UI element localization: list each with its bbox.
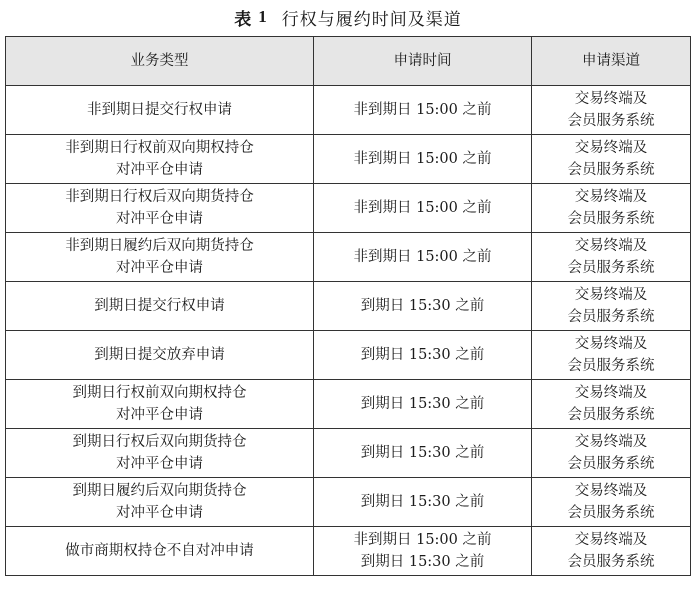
apply-time-cell xyxy=(314,331,532,380)
header-apply-time: 申请时间 xyxy=(314,37,532,86)
cell-line: 到期日提交行权申请 xyxy=(94,298,225,314)
table-caption xyxy=(0,0,696,34)
apply-time-cell xyxy=(314,380,532,429)
apply-time-cell xyxy=(314,86,532,135)
apply-channel-cell xyxy=(532,527,691,576)
cell-line: 交易终端及 xyxy=(574,189,648,205)
apply-channel-cell xyxy=(532,282,691,331)
time-channel-table xyxy=(5,36,691,576)
cell-line: 非到期日 15:00 之前 xyxy=(353,249,492,265)
business-type-cell xyxy=(6,380,314,429)
cell-line: 非到期日 15:00 之前 xyxy=(353,200,492,216)
cell-line: 交易终端及 xyxy=(574,385,648,401)
table-row xyxy=(6,380,691,429)
cell-line: 非到期日行权后双向期货持仓 xyxy=(65,189,254,205)
apply-time-cell xyxy=(314,527,532,576)
apply-time-cell xyxy=(314,135,532,184)
business-type-cell xyxy=(6,331,314,380)
cell-line: 对冲平仓申请 xyxy=(116,456,203,472)
business-type-cell xyxy=(6,478,314,527)
caption-text: 行权与履约时间及渠道 xyxy=(281,9,462,30)
cell-line: 交易终端及 xyxy=(574,336,648,352)
cell-line: 会员服务系统 xyxy=(567,456,655,472)
cell-line: 到期日 15:30 之前 xyxy=(360,494,485,510)
cell-line: 到期日 15:30 之前 xyxy=(360,554,485,570)
cell-line: 会员服务系统 xyxy=(567,211,655,227)
cell-line: 非到期日提交行权申请 xyxy=(87,102,232,118)
cell-line: 做市商期权持仓不自对冲申请 xyxy=(65,543,254,559)
business-type-cell xyxy=(6,282,314,331)
cell-line: 会员服务系统 xyxy=(567,162,655,178)
business-type-cell xyxy=(6,429,314,478)
cell-line: 交易终端及 xyxy=(574,287,648,303)
cell-line: 会员服务系统 xyxy=(567,505,655,521)
business-type-cell xyxy=(6,86,314,135)
apply-channel-cell xyxy=(532,380,691,429)
cell-line: 会员服务系统 xyxy=(567,113,655,129)
header-apply-channel: 申请渠道 xyxy=(532,37,691,86)
header-row xyxy=(6,37,691,86)
cell-line: 交易终端及 xyxy=(574,483,648,499)
table-body xyxy=(6,86,691,576)
caption-prefix: 表 xyxy=(234,9,253,30)
cell-line: 到期日 15:30 之前 xyxy=(360,298,485,314)
table-row xyxy=(6,184,691,233)
table-row xyxy=(6,527,691,576)
apply-channel-cell xyxy=(532,233,691,282)
business-type-cell xyxy=(6,233,314,282)
cell-line: 交易终端及 xyxy=(574,238,648,254)
apply-channel-cell xyxy=(532,86,691,135)
cell-line: 非到期日 15:00 之前 xyxy=(353,102,492,118)
apply-channel-cell xyxy=(532,478,691,527)
cell-line: 交易终端及 xyxy=(574,91,648,107)
cell-line: 交易终端及 xyxy=(574,434,648,450)
apply-channel-cell xyxy=(532,135,691,184)
apply-time-cell xyxy=(314,282,532,331)
cell-line: 非到期日 15:00 之前 xyxy=(353,532,492,548)
cell-line: 到期日行权后双向期货持仓 xyxy=(72,434,247,450)
cell-line: 会员服务系统 xyxy=(567,309,655,325)
cell-line: 到期日 15:30 之前 xyxy=(360,396,485,412)
cell-line: 非到期日 15:00 之前 xyxy=(353,151,492,167)
cell-line: 到期日 15:30 之前 xyxy=(360,445,485,461)
apply-time-cell xyxy=(314,184,532,233)
cell-line: 对冲平仓申请 xyxy=(116,260,203,276)
table-row xyxy=(6,429,691,478)
cell-line: 到期日履约后双向期货持仓 xyxy=(72,483,247,499)
table-row xyxy=(6,233,691,282)
apply-channel-cell xyxy=(532,331,691,380)
cell-line: 交易终端及 xyxy=(574,140,648,156)
table-row xyxy=(6,86,691,135)
table-row xyxy=(6,135,691,184)
cell-line: 非到期日行权前双向期权持仓 xyxy=(65,140,254,156)
cell-line: 交易终端及 xyxy=(574,532,648,548)
cell-line: 会员服务系统 xyxy=(567,554,655,570)
cell-line: 对冲平仓申请 xyxy=(116,211,203,227)
cell-line: 对冲平仓申请 xyxy=(116,505,203,521)
apply-time-cell xyxy=(314,429,532,478)
apply-time-cell xyxy=(314,233,532,282)
business-type-cell xyxy=(6,527,314,576)
cell-line: 到期日 15:30 之前 xyxy=(360,347,485,363)
cell-line: 到期日提交放弃申请 xyxy=(94,347,225,363)
cell-line: 对冲平仓申请 xyxy=(116,407,203,423)
cell-line: 会员服务系统 xyxy=(567,407,655,423)
table-row xyxy=(6,478,691,527)
header-business-type: 业务类型 xyxy=(6,37,314,86)
cell-line: 对冲平仓申请 xyxy=(116,162,203,178)
table-row xyxy=(6,282,691,331)
cell-line: 到期日行权前双向期权持仓 xyxy=(72,385,247,401)
caption-number: 1 xyxy=(258,7,268,26)
cell-line: 非到期日履约后双向期货持仓 xyxy=(65,238,254,254)
business-type-cell xyxy=(6,184,314,233)
cell-line: 会员服务系统 xyxy=(567,358,655,374)
business-type-cell xyxy=(6,135,314,184)
table-row xyxy=(6,331,691,380)
apply-channel-cell xyxy=(532,184,691,233)
apply-time-cell xyxy=(314,478,532,527)
cell-line: 会员服务系统 xyxy=(567,260,655,276)
apply-channel-cell xyxy=(532,429,691,478)
